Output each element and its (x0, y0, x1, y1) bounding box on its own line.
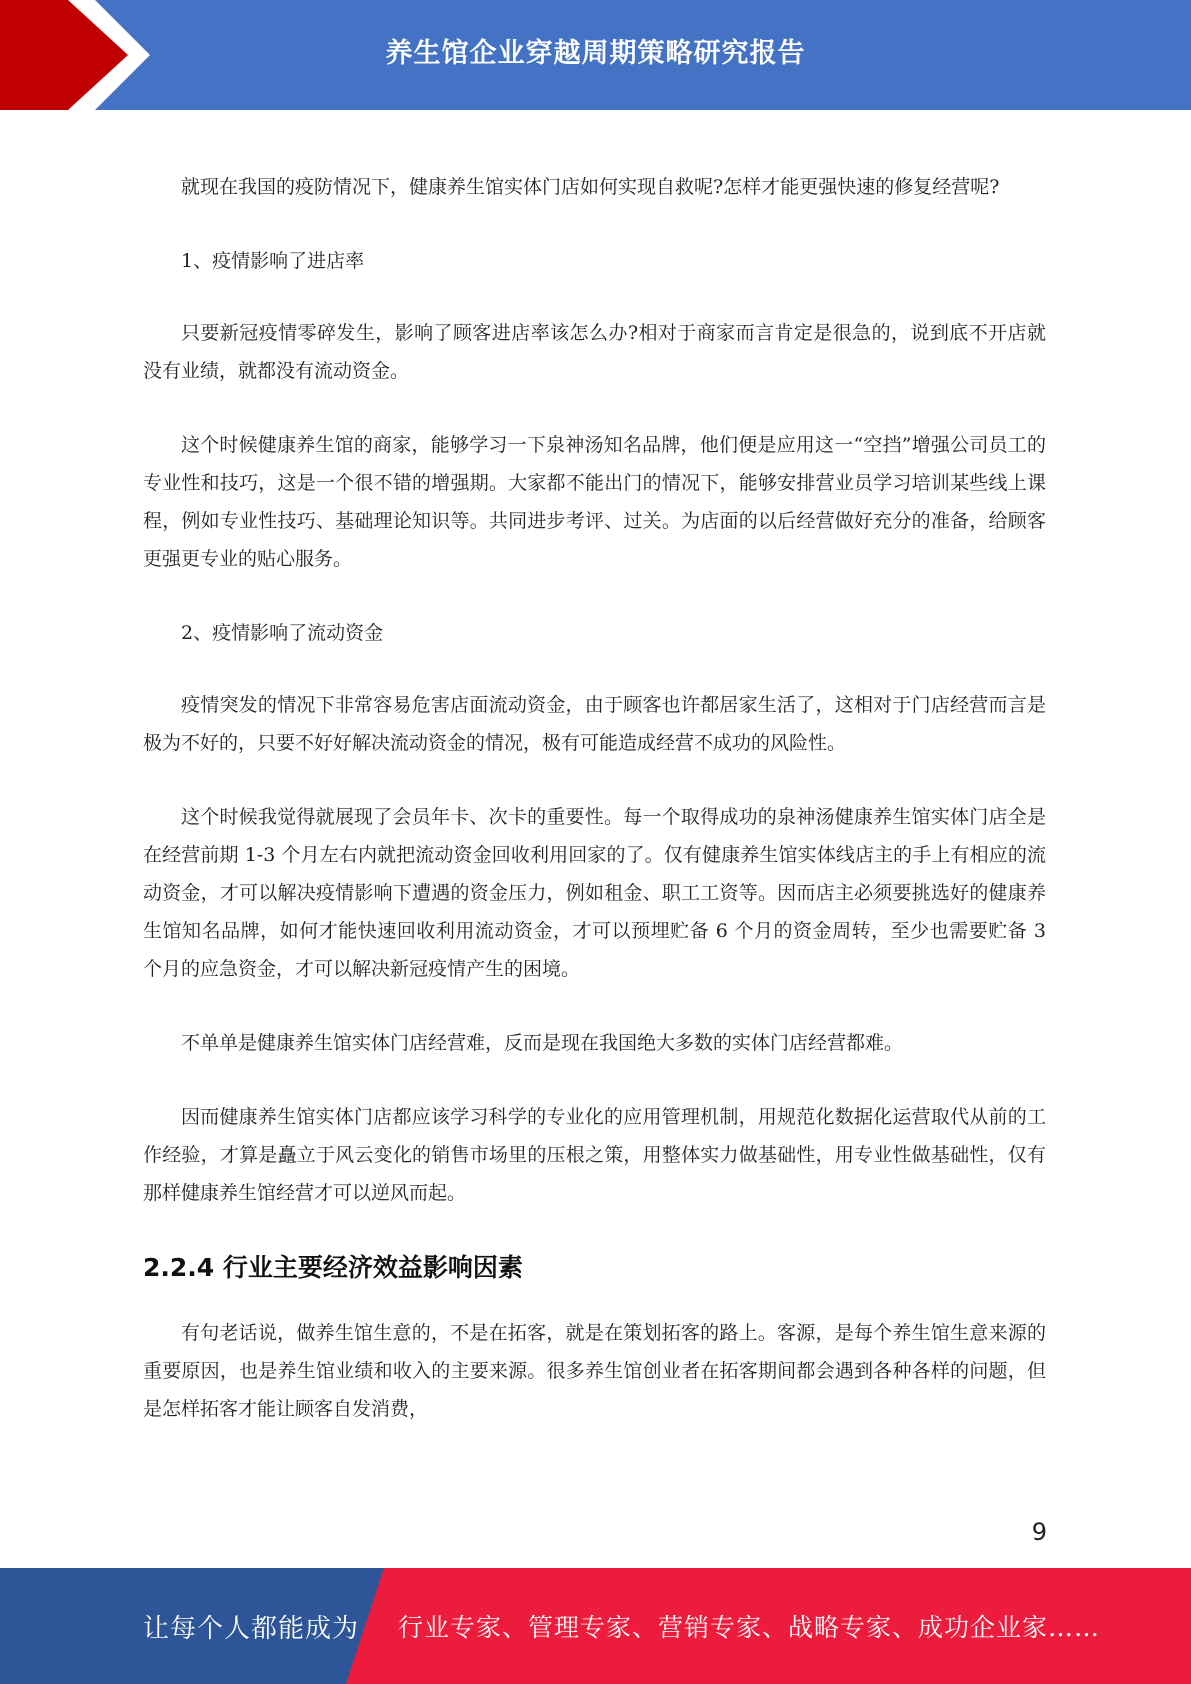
paragraph: 只要新冠疫情零碎发生，影响了顾客进店率该怎么办?相对于商家而言肯定是很急的，说到底不开店就没有业绩，就都没有流动资金。 (143, 322, 1046, 382)
paragraph: 不单单是健康养生馆实体门店经营难，反而是现在我国绝大多数的实体门店经营都难。 (181, 1032, 904, 1054)
page-header (0, 0, 1191, 110)
section-heading: 2.2.4 行业主要经济效益影响因素 (143, 1253, 523, 1282)
paragraph: 就现在我国的疫防情况下，健康养生馆实体门店如何实现自救呢?怎样才能更强快速的修复经营呢? (181, 176, 1000, 198)
paragraph: 这个时候我觉得就展现了会员年卡、次卡的重要性。每一个取得成功的泉神汤健康养生馆实体门店全是在经营前期 1-3 个月左右内就把流动资金回收利用回家的了。仅有健康养生馆实体线店主的手上有相应的流动资金，才可以解决疫情影响下遭遇的资金压力，例如租金、职工工资等。因而店主必须要挑选好的健康养生馆知名品牌，如何才能快速回收利用流动资金，才可以预埋贮备 6 个月的资金周转，至少也需要贮备 3 个月的应急资金，才可以解决新冠疫情产生的困境。 (143, 806, 1046, 980)
paragraph: 疫情突发的情况下非常容易危害店面流动资金，由于顾客也许都居家生活了，这相对于门店经营而言是极为不好的，只要不好好解决流动资金的情况，极有可能造成经营不成功的风险性。 (143, 694, 1046, 754)
list-item-heading: 1、疫情影响了进店率 (181, 250, 365, 272)
footer-slogan-left: 让每个人都能成为 (143, 1613, 360, 1644)
document-body (143, 168, 1046, 1464)
page-footer (0, 1568, 1191, 1684)
footer-slogan-right: 行业专家、管理专家、营销专家、战略专家、成功企业家…… (398, 1613, 1101, 1642)
header-title: 养生馆企业穿越周期策略研究报告 (385, 37, 806, 69)
paragraph: 这个时候健康养生馆的商家，能够学习一下泉神汤知名品牌，他们便是应用这一“空挡”增强公司员工的专业性和技巧，这是一个很不错的增强期。大家都不能出门的情况下，能够安排营业员学习培训某些线上课程，例如专业性技巧、基础理论知识等。共同进步考评、过关。为店面的以后经营做好充分的准备，给顾客更强更专业的贴心服务。 (143, 434, 1046, 570)
list-item-heading: 2、疫情影响了流动资金 (181, 622, 384, 644)
page-number: 9 (1031, 1518, 1047, 1546)
paragraph: 有句老话说，做养生馆生意的，不是在拓客，就是在策划拓客的路上。客源，是每个养生馆生意来源的重要原因，也是养生馆业绩和收入的主要来源。很多养生馆创业者在拓客期间都会遇到各种各样的问题，但是怎样拓客才能让顾客自发消费， (143, 1322, 1046, 1420)
paragraph: 因而健康养生馆实体门店都应该学习科学的专业化的应用管理机制，用规范化数据化运营取代从前的工作经验，才算是矗立于风云变化的销售市场里的压根之策，用整体实力做基础性，用专业性做基础性，仅有那样健康养生馆经营才可以逆风而起。 (143, 1106, 1046, 1204)
